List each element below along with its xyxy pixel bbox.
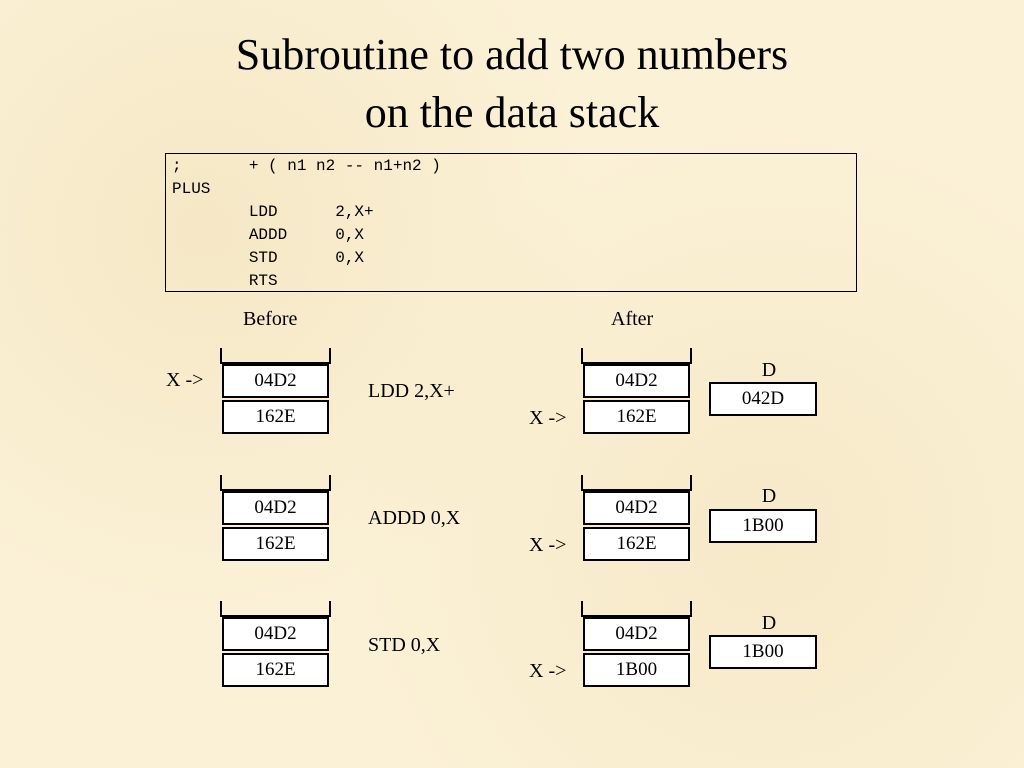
d-register-label-1: D: [761, 359, 777, 381]
code-listing: [165, 153, 857, 292]
stack-cell-bottom: 162E: [583, 400, 690, 434]
stack-cell-top: 04D2: [583, 364, 690, 398]
d-register-value-3: 1B00: [709, 635, 817, 669]
stack-cap: [220, 601, 331, 617]
stack-after-3: [583, 601, 690, 687]
stack-after-1: [583, 348, 690, 434]
stack-before-3: [222, 601, 329, 687]
stack-cell-top: 04D2: [583, 617, 690, 651]
stack-cell-bottom: 162E: [222, 527, 329, 561]
stack-cell-top: 04D2: [583, 491, 690, 525]
x-pointer-before-1: X ->: [166, 369, 204, 391]
stack-before-1: [222, 348, 329, 434]
stack-before-2: [222, 475, 329, 561]
stack-cell-bottom: 162E: [222, 653, 329, 687]
d-register-label-2: D: [761, 485, 777, 507]
stack-cell-bottom: 1B00: [583, 653, 690, 687]
d-register-value-2: 1B00: [709, 509, 817, 543]
slide-title: [0, 26, 1024, 142]
d-register-label-3: D: [761, 612, 777, 634]
code-line: PLUS: [172, 180, 211, 198]
stack-cap: [581, 475, 692, 491]
stack-cap: [220, 475, 331, 491]
instruction-1: LDD 2,X+: [368, 380, 455, 402]
stack-cap: [581, 348, 692, 364]
x-pointer-after-3: X ->: [529, 660, 567, 682]
stack-after-2: [583, 475, 690, 561]
x-pointer-after-1: X ->: [529, 407, 567, 429]
code-line: LDD 2,X+: [172, 203, 374, 221]
instruction-2: ADDD 0,X: [368, 507, 461, 529]
stack-cell-bottom: 162E: [222, 400, 329, 434]
d-register-value-1: 042D: [709, 382, 817, 416]
title-line-2: on the data stack: [364, 88, 660, 137]
x-pointer-after-2: X ->: [529, 534, 567, 556]
stack-cell-top: 04D2: [222, 364, 329, 398]
instruction-3: STD 0,X: [368, 634, 441, 656]
code-line: RTS: [172, 272, 278, 290]
code-line: ; + ( n1 n2 -- n1+n2 ): [172, 157, 441, 175]
stack-cell-top: 04D2: [222, 617, 329, 651]
stack-cell-bottom: 162E: [583, 527, 690, 561]
title-line-1: Subroutine to add two numbers: [235, 30, 789, 79]
code-line: STD 0,X: [172, 249, 365, 267]
after-header: After: [611, 308, 654, 330]
before-header: Before: [243, 308, 298, 330]
stack-cap: [220, 348, 331, 364]
code-line: ADDD 0,X: [172, 226, 365, 244]
stack-cell-top: 04D2: [222, 491, 329, 525]
stack-cap: [581, 601, 692, 617]
